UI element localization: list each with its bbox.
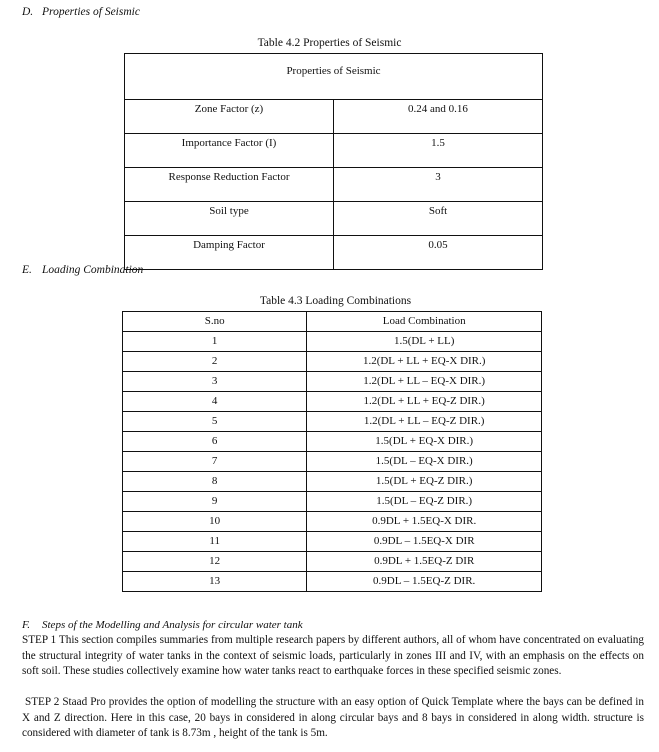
table-row xyxy=(125,134,543,168)
table-header: Properties of Seismic xyxy=(125,54,543,100)
section-f-heading xyxy=(22,619,303,631)
step-2-paragraph: STEP 2 Staad Pro provides the option of modelling the structure with an easy option of Quick Template where the bays can be defined in X and Z direction. Here in this case, 20 bays in considered in along circular bays and 8 bays in considered in along width. structure is considered with diameter of tank is 8.73m , height of the tank is 5m. xyxy=(22,696,644,739)
seismic-properties-table xyxy=(124,53,543,270)
table-row xyxy=(123,332,542,352)
sno-cell: 3 xyxy=(123,372,307,392)
section-d-heading xyxy=(22,6,140,18)
sno-cell: 8 xyxy=(123,472,307,492)
sno-cell: 11 xyxy=(123,532,307,552)
section-e-title: Loading Combination xyxy=(42,264,144,276)
table-row xyxy=(123,552,542,572)
table-4-2-caption: Table 4.2 Properties of Seismic xyxy=(257,37,402,49)
sno-cell: 9 xyxy=(123,492,307,512)
sno-cell: 2 xyxy=(123,352,307,372)
combo-cell: 1.2(DL + LL – EQ-Z DIR.) xyxy=(307,412,542,432)
combo-cell: 1.5(DL – EQ-Z DIR.) xyxy=(307,492,542,512)
property-cell: Importance Factor (I) xyxy=(125,134,334,168)
sno-cell: 1 xyxy=(123,332,307,352)
combo-cell: 1.2(DL + LL + EQ-X DIR.) xyxy=(307,352,542,372)
table-row xyxy=(123,492,542,512)
table-row xyxy=(123,512,542,532)
table-row xyxy=(123,392,542,412)
table-4-3-caption: Table 4.3 Loading Combinations xyxy=(259,295,412,307)
section-f-letter: F. xyxy=(22,619,31,631)
combo-cell: 0.9DL + 1.5EQ-X DIR. xyxy=(307,512,542,532)
table-row xyxy=(125,202,543,236)
value-cell: 1.5 xyxy=(334,134,543,168)
combo-cell: 0.9DL – 1.5EQ-Z DIR. xyxy=(307,572,542,592)
sno-cell: 5 xyxy=(123,412,307,432)
sno-cell: 12 xyxy=(123,552,307,572)
combo-cell: 0.9DL + 1.5EQ-Z DIR xyxy=(307,552,542,572)
property-cell: Zone Factor (z) xyxy=(125,100,334,134)
combo-cell: 1.5(DL + EQ-X DIR.) xyxy=(307,432,542,452)
table-row xyxy=(123,572,542,592)
table-row xyxy=(123,452,542,472)
section-e-heading xyxy=(22,264,143,276)
table-row xyxy=(123,352,542,372)
section-e-letter: E. xyxy=(22,264,32,276)
sno-cell: 4 xyxy=(123,392,307,412)
sno-cell: 13 xyxy=(123,572,307,592)
table-row xyxy=(125,168,543,202)
loading-combinations-table xyxy=(122,311,542,592)
sno-cell: 10 xyxy=(123,512,307,532)
combo-cell: 1.5(DL + EQ-Z DIR.) xyxy=(307,472,542,492)
combo-cell: 1.5(DL + LL) xyxy=(307,332,542,352)
sno-cell: 6 xyxy=(123,432,307,452)
sno-cell: 7 xyxy=(123,452,307,472)
property-cell: Soil type xyxy=(125,202,334,236)
table-row xyxy=(125,100,543,134)
value-cell: 0.24 and 0.16 xyxy=(334,100,543,134)
value-cell: Soft xyxy=(334,202,543,236)
combo-cell: 1.5(DL – EQ-X DIR.) xyxy=(307,452,542,472)
column-header-combination: Load Combination xyxy=(307,312,542,332)
section-f-title: Steps of the Modelling and Analysis for circular water tank xyxy=(42,619,303,631)
combo-cell: 1.2(DL + LL – EQ-X DIR.) xyxy=(307,372,542,392)
section-d-letter: D. xyxy=(22,6,34,18)
table-row xyxy=(125,236,543,270)
section-d-title: Properties of Seismic xyxy=(42,6,140,18)
value-cell: 0.05 xyxy=(334,236,543,270)
property-cell: Response Reduction Factor xyxy=(125,168,334,202)
table-header-row xyxy=(123,312,542,332)
table-row xyxy=(123,472,542,492)
property-cell: Damping Factor xyxy=(125,236,334,270)
table-row xyxy=(123,532,542,552)
combo-cell: 0.9DL – 1.5EQ-X DIR xyxy=(307,532,542,552)
step-1-paragraph: STEP 1 This section compiles summaries from multiple research papers by different authors, all of whom have concentrated on evaluating the structural integrity of water tanks in the context of seismic loads, particularly in zones III and IV, with an emphasis on the effects on soft soil. These studies collectively examine how water tanks react to earthquake forces in these specified seismic zones. xyxy=(22,634,644,677)
value-cell: 3 xyxy=(334,168,543,202)
table-row xyxy=(123,432,542,452)
column-header-sno: S.no xyxy=(123,312,307,332)
table-row xyxy=(123,412,542,432)
combo-cell: 1.2(DL + LL + EQ-Z DIR.) xyxy=(307,392,542,412)
table-row xyxy=(123,372,542,392)
